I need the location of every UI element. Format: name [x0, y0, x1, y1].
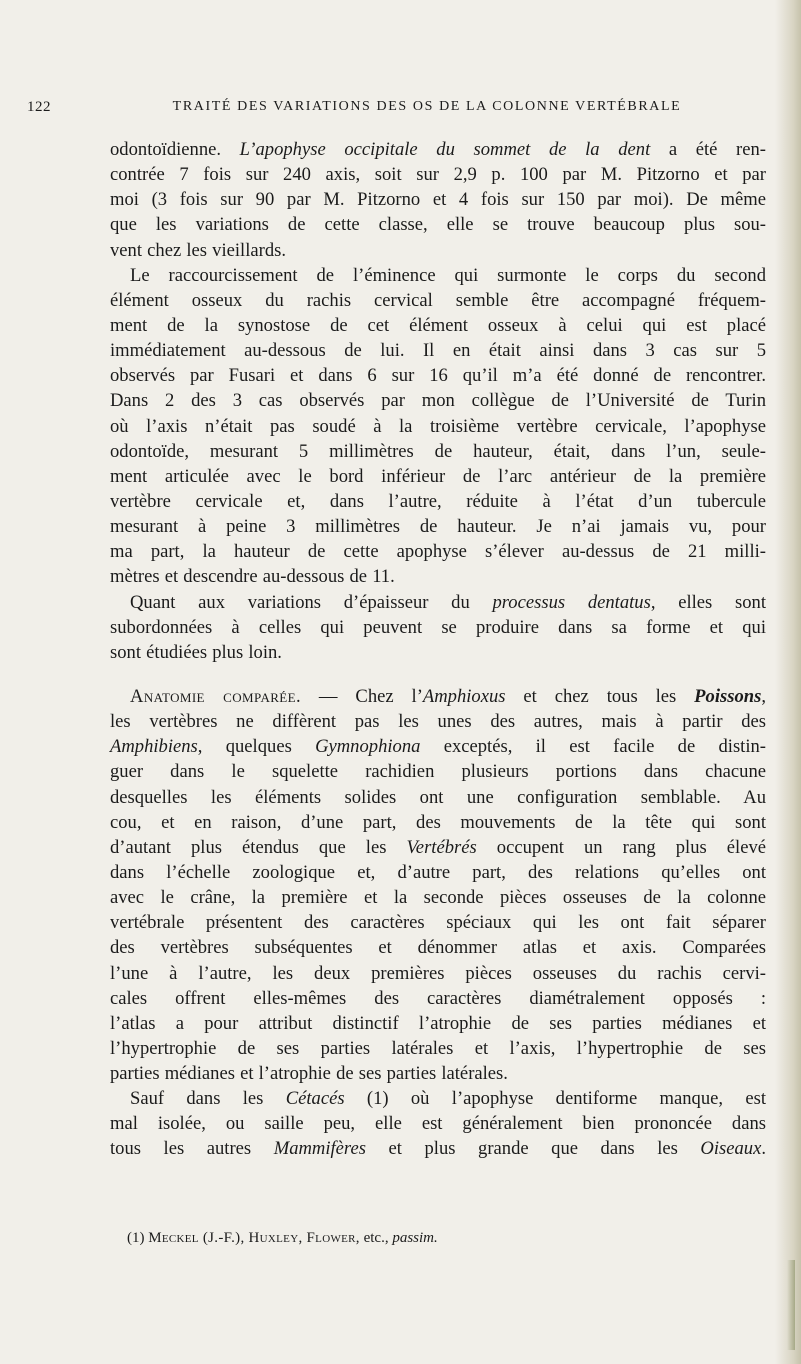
text-line: odontoïdienne. L’apophyse occipitale du sommet de la dent a été ren- — [110, 139, 766, 160]
text-line: Sauf dans les Cétacés (1) où l’apophyse dentiforme manque, est — [130, 1088, 766, 1110]
text-line: élément osseux du rachis cervical semble être accompagné fréquem- — [110, 289, 766, 311]
text-line: ment de la synostose de cet élément osseux à celui qui est placé — [110, 314, 766, 336]
text-line: les vertèbres ne diffèrent pas les unes des autres, mais à partir des — [110, 711, 766, 733]
text-line: sont étudiées plus loin. — [110, 641, 282, 663]
text-line: mal isolée, ou saille peu, elle est généralement bien prononcée dans — [110, 1113, 766, 1135]
text-line: dans l’échelle zoologique et, d’autre part, des relations qu’elles ont — [110, 861, 766, 883]
text-line: immédiatement au-dessous de lui. Il en était ainsi dans 3 cas sur 5 — [110, 340, 766, 362]
text-line: odontoïde, mesurant 5 millimètres de hauteur, était, dans l’un, seule- — [110, 440, 766, 462]
text-line: subordonnées à celles qui peuvent se produire dans sa forme et qui — [110, 616, 766, 638]
text-line: l’une à l’autre, les deux premières pièces osseuses du rachis cervi- — [110, 962, 766, 984]
page-edge-stain — [787, 1260, 795, 1350]
text-line: ma part, la hauteur de cette apophyse s’élever au-dessus de 21 milli- — [110, 541, 766, 563]
text-line: que les variations de cette classe, elle se trouve beaucoup plus sou- — [110, 214, 766, 236]
text-line: parties médianes et l’atrophie de ses parties latérales. — [110, 1063, 508, 1085]
text-line: l’atlas a pour attribut distinctif l’atrophie de ses parties médianes et — [110, 1012, 766, 1034]
section-label: Anatomie comparée. — [130, 685, 302, 707]
text-line: vertèbre cervicale et, dans l’autre, réduite à l’état d’un tubercule — [110, 490, 766, 512]
text-line: d’autant plus étendus que les Vertébrés occupent un rang plus élevé — [110, 836, 766, 858]
text-line: des vertèbres subséquentes et dénommer atlas et axis. Comparées — [110, 937, 766, 959]
running-title: TRAITÉ DES VARIATIONS DES OS DE LA COLONNE VERTÉBRALE — [172, 99, 682, 114]
body-text — [110, 137, 766, 1162]
text-line: contrée 7 fois sur 240 axis, soit sur 2,9 p. 100 par M. Pitzorno et par — [110, 164, 766, 186]
text-line: ment articulée avec le bord inférieur de l’arc antérieur de la première — [110, 465, 766, 487]
text-line: Quant aux variations d’épaisseur du processus dentatus, elles sont — [130, 591, 766, 613]
text-line: vent chez les vieillards. — [110, 239, 287, 261]
text-line: moi (3 fois sur 90 par M. Pitzorno et 4 fois sur 150 par moi). De même — [110, 189, 766, 211]
text-line: observés par Fusari et dans 6 sur 16 qu’il m’a été donné de rencontrer. — [110, 365, 766, 387]
footnote — [127, 1230, 438, 1247]
text-line: Le raccourcissement de l’éminence qui surmonte le corps du second — [130, 264, 766, 286]
footnote-etc: etc., — [363, 1230, 389, 1246]
text-line: Amphibiens, quelques Gymnophiona exceptés, il est facile de distin- — [110, 736, 767, 758]
text-line: vertébrale présentent des caractères spéciaux qui les ont fait séparer — [110, 912, 766, 934]
page-header — [27, 99, 767, 121]
text-line: avec le crâne, la première et la seconde pièces osseuses de la colonne — [110, 887, 766, 909]
text-line: où l’axis n’était pas soudé à la troisième vertèbre cervicale, l’apophyse — [110, 415, 766, 437]
text-line: desquelles les éléments solides ont une configuration semblable. Au — [110, 786, 766, 808]
text-line: cou, et en raison, d’une part, des mouvements de la tête qui sont — [110, 811, 766, 833]
footnote-passim: passim. — [392, 1230, 438, 1246]
text-line: mètres et descendre au-dessous de 11. — [110, 566, 395, 588]
text-line: guer dans le squelette rachidien plusieurs portions dans chacune — [110, 761, 766, 783]
footnote-authors: Meckel (J.-F.), Huxley, Flower, — [148, 1230, 360, 1246]
text-line: mesurant à peine 3 millimètres de hauteur. Je n’ai jamais vu, pour — [110, 516, 766, 538]
text-line: tous les autres Mammifères et plus grande que dans les Oiseaux. — [110, 1138, 766, 1160]
text-line: Dans 2 des 3 cas observés par mon collègue de l’Université de Turin — [110, 390, 766, 412]
text-line: l’hypertrophie de ses parties latérales et l’axis, l’hypertrophie de ses — [110, 1037, 766, 1059]
page-number: 122 — [27, 99, 51, 115]
paragraph-gap — [110, 665, 766, 684]
page-edge-shadow — [775, 0, 801, 1364]
footnote-marker: (1) — [127, 1230, 145, 1246]
text-line: Anatomie comparée. — Chez l’Amphioxus et chez tous les Poissons, — [130, 685, 766, 707]
text-line: cales offrent elles-mêmes des caractères diamétralement opposés : — [110, 987, 766, 1009]
